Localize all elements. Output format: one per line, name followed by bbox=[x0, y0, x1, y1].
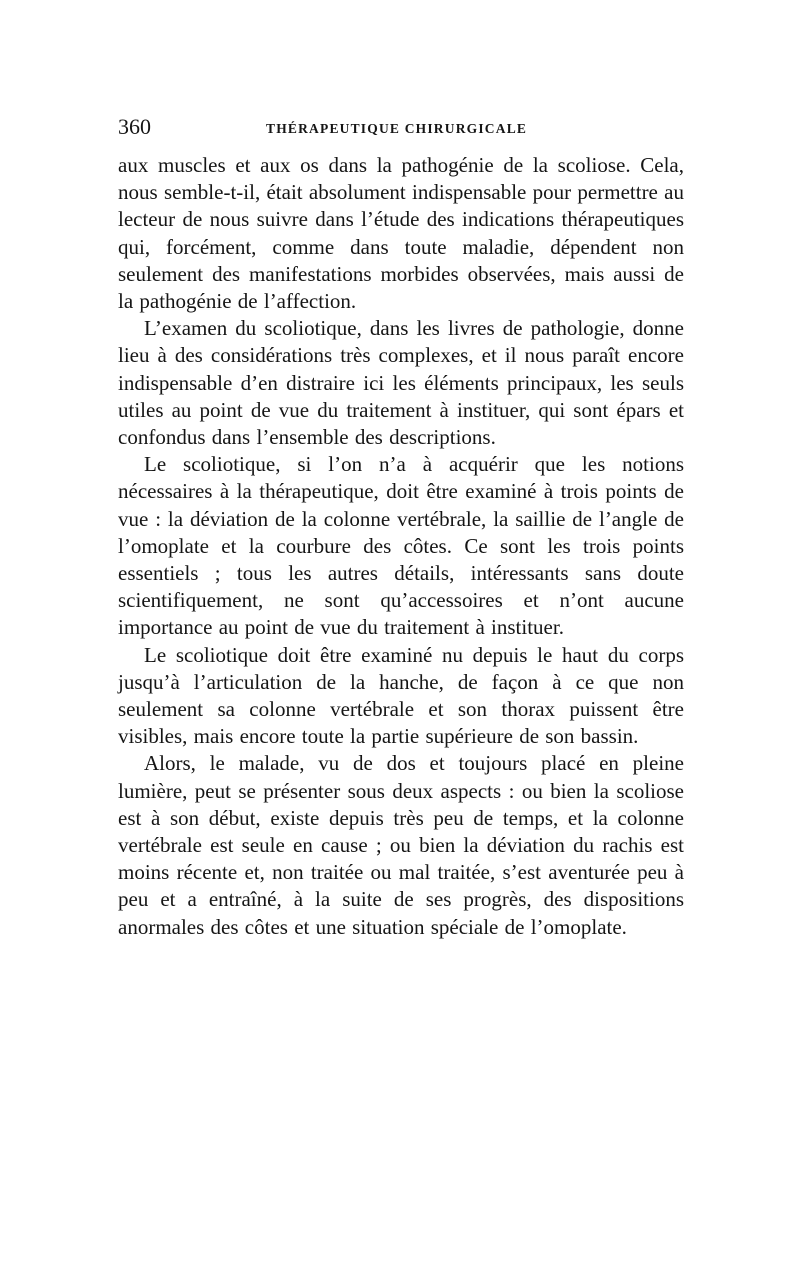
page-number: 360 bbox=[118, 114, 151, 139]
book-page bbox=[118, 110, 684, 941]
running-head: THÉRAPEUTIQUE CHIRURGICALE bbox=[266, 121, 528, 136]
page-header bbox=[118, 110, 684, 144]
paragraph-continuation: aux muscles et aux os dans la pathogénie de la scoliose. Cela, nous semble-t-il, était absolument indispensable pour permettre au lecteur de nous suivre dans l’étude des indications thérapeutiques qui, forcément, comme dans toute maladie, dépendent non seulement des manifestations morbides observées, mais aussi de la pathogénie de l’affection. bbox=[118, 153, 684, 314]
body-text bbox=[118, 152, 684, 941]
paragraph-notions: Le scoliotique, si l’on n’a à acquérir que les notions nécessaires à la thérapeutique, doit être examiné à trois points de vue : la déviation de la colonne vertébrale, la saillie de l’angle de l’omoplate et la courbure des côtes. Ce sont les trois points essentiels ; tous les autres détails, intéressants sans doute scientifiquement, ne sont qu’accessoires et n’ont aucune importance au point de vue du traitement à instituer. bbox=[118, 452, 684, 640]
paragraph-aspects: Alors, le malade, vu de dos et toujours placé en pleine lumière, peut se présenter sous deux aspects : ou bien la scoliose est à son début, existe depuis très peu de temps, et la colonne vertébrale est seule en cause ; ou bien la déviation du rachis est moins récente et, non traitée ou mal traitée, s’est aventurée peu à peu et a entraîné, à la suite de ses progrès, des dispositions anormales des côtes et une situation spéciale de l’omoplate. bbox=[118, 751, 684, 939]
paragraph-examine-nu: Le scoliotique doit être examiné nu depuis le haut du corps jusqu’à l’articulation de la hanche, de façon à ce que non seulement sa colonne vertébrale et son thorax puissent être visibles, mais encore toute la partie supérieure de son bassin. bbox=[118, 642, 684, 749]
paragraph-examen: L’examen du scoliotique, dans les livres de pathologie, donne lieu à des considérations très complexes, et il nous paraît encore indispensable d’en distraire ici les éléments principaux, les seuls utiles au point de vue du traitement à instituer, qui sont épars et confondus dans l’ensemble des descriptions. bbox=[118, 316, 684, 450]
